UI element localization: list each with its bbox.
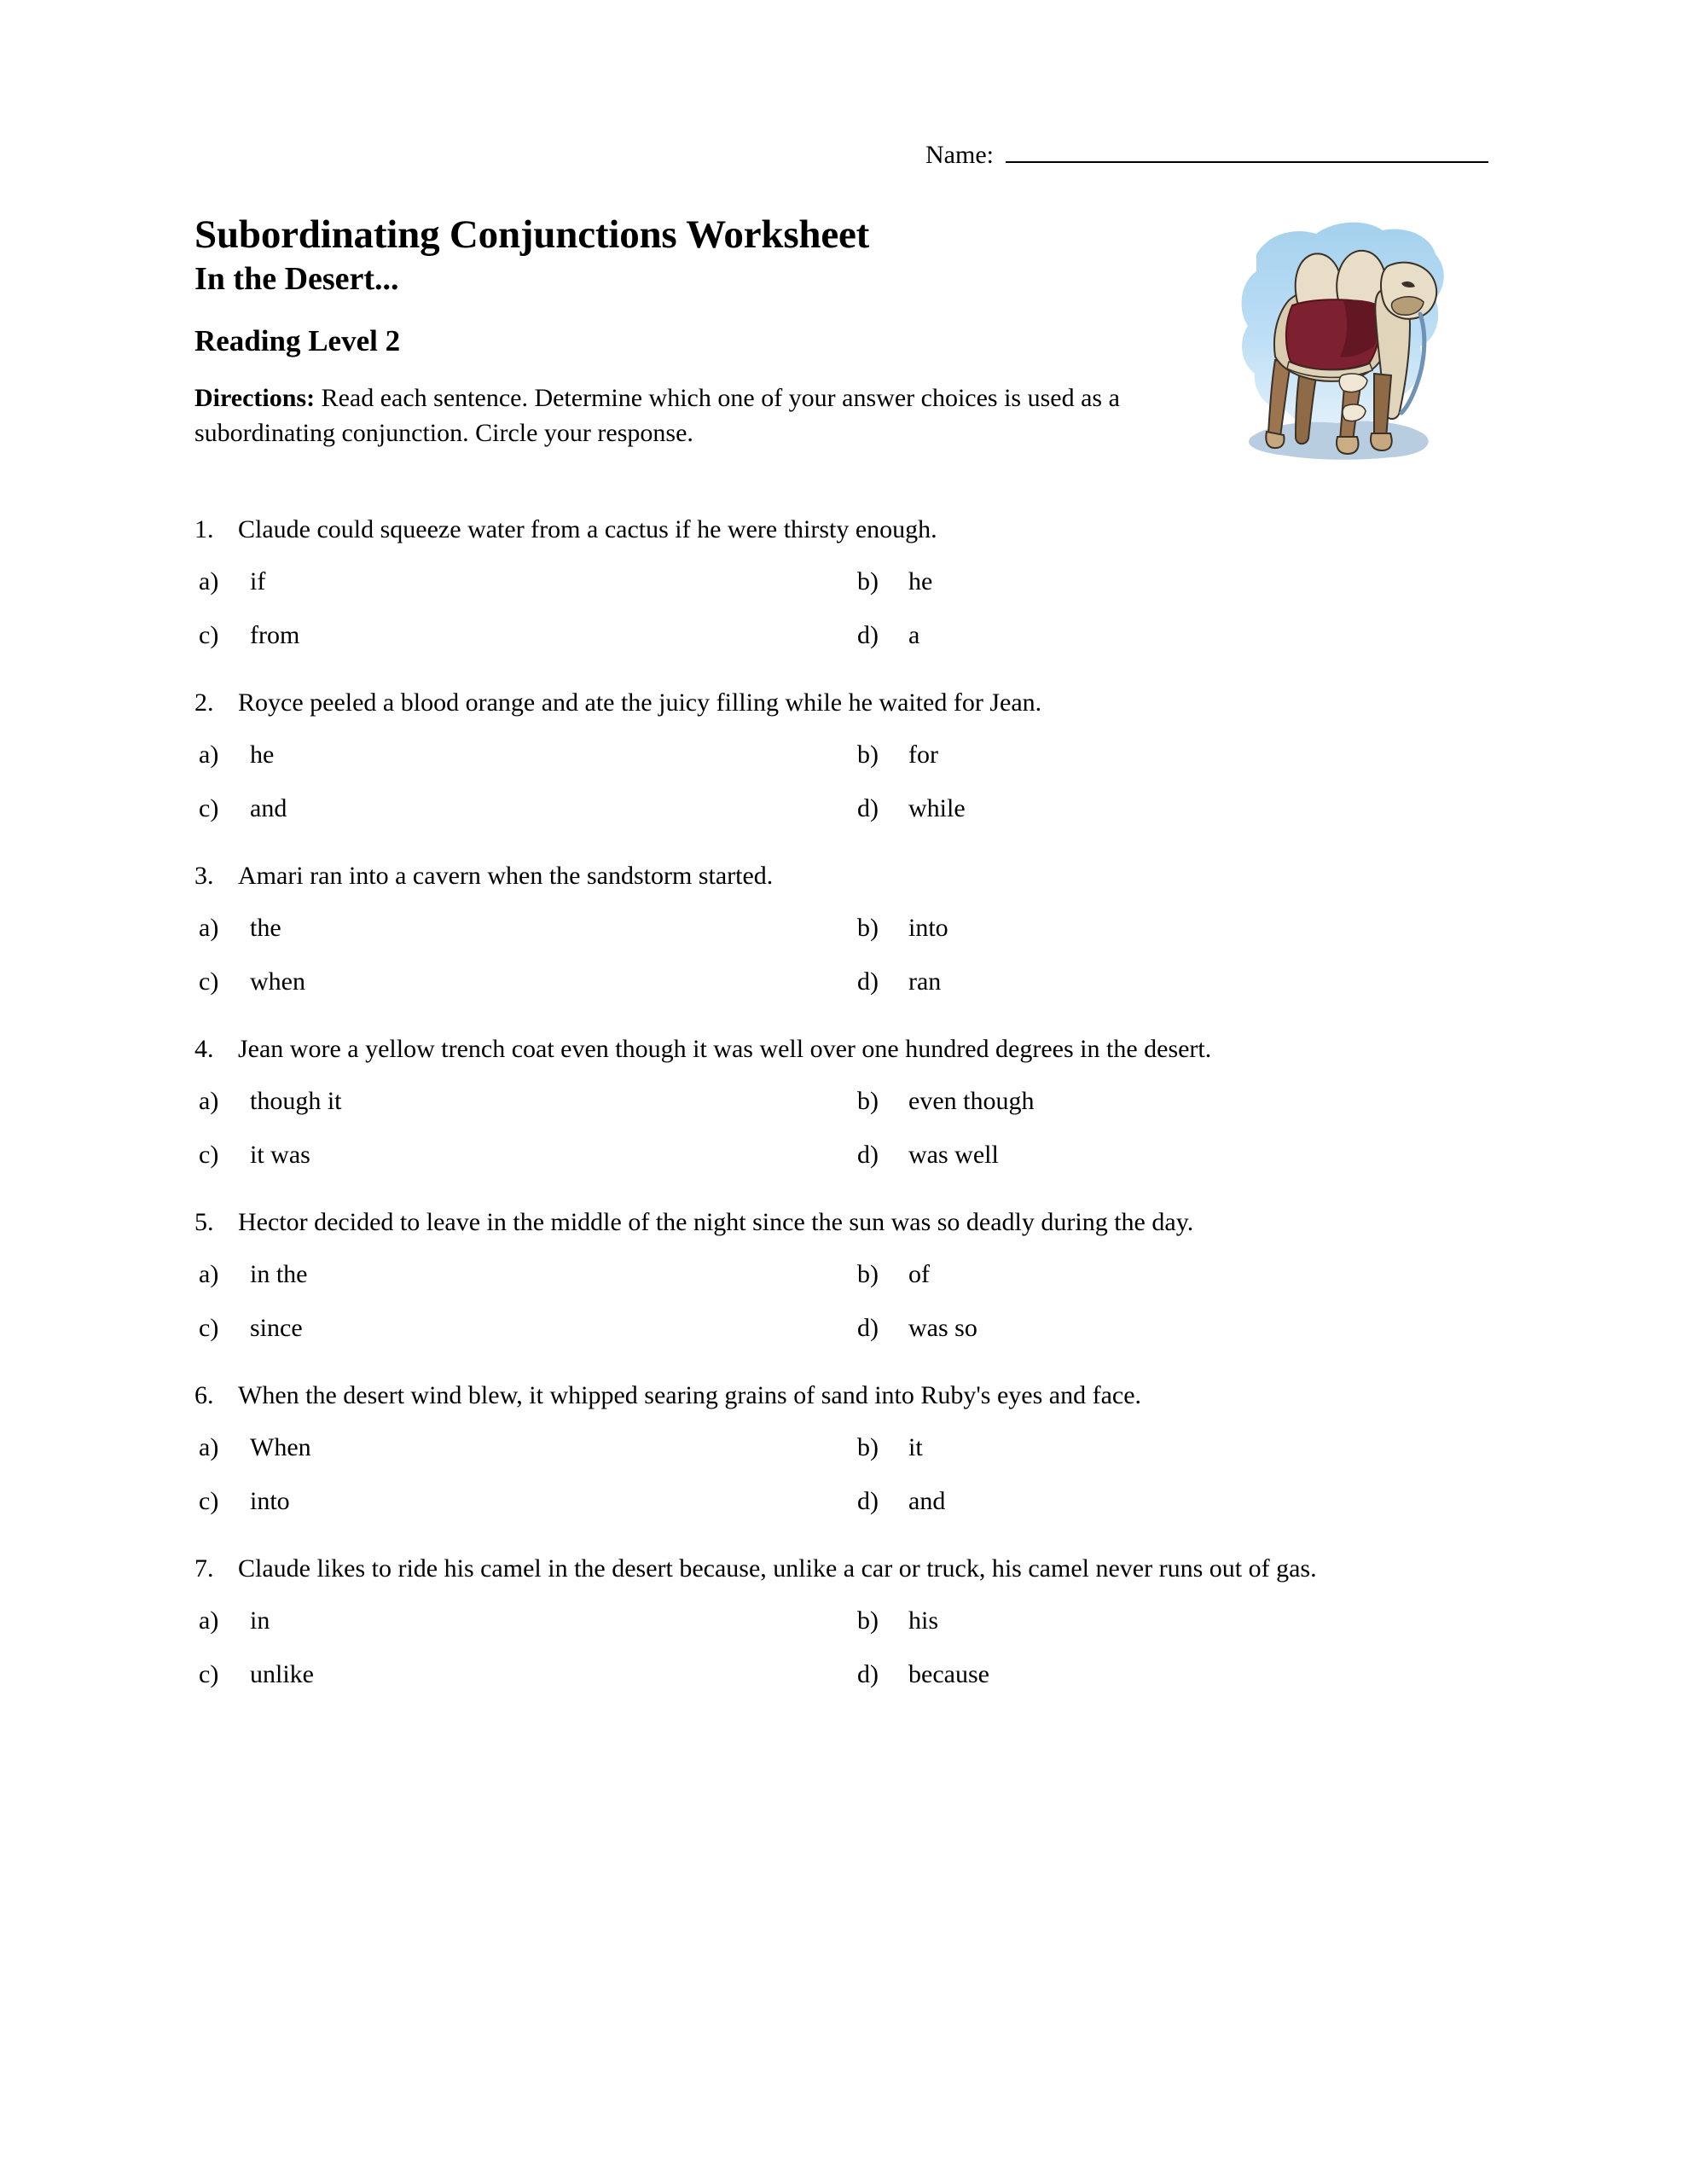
- options-group: [194, 1430, 1491, 1519]
- camel-rear-hoof-far: [1266, 432, 1284, 448]
- question-number: 6.: [194, 1381, 214, 1409]
- option-text: the: [250, 914, 281, 942]
- question-line: [194, 1378, 1491, 1413]
- option-text: since: [250, 1314, 303, 1342]
- options-row: [194, 564, 1491, 599]
- option-text: and: [908, 1487, 946, 1515]
- option-text: when: [250, 967, 305, 996]
- question-block: [194, 685, 1491, 826]
- option-letter: c): [199, 621, 219, 649]
- options-row: [194, 1603, 1491, 1638]
- spacer: [194, 845, 1491, 858]
- question-text: Claude could squeeze water from a cactus if he were thirsty enough.: [238, 515, 937, 543]
- option-letter: d): [857, 1660, 879, 1688]
- spacer: [194, 1364, 1491, 1378]
- options-group: [194, 1257, 1491, 1345]
- option-letter: d): [857, 621, 879, 649]
- question-number: 5.: [194, 1208, 214, 1236]
- option-b[interactable]: [857, 737, 1491, 772]
- option-text: was so: [908, 1314, 977, 1342]
- options-row: [194, 1430, 1491, 1465]
- option-letter: c): [199, 1660, 219, 1688]
- option-text: he: [908, 567, 933, 595]
- option-c[interactable]: [194, 1484, 857, 1519]
- option-text: unlike: [250, 1660, 314, 1688]
- option-letter: d): [857, 967, 879, 996]
- option-c[interactable]: [194, 964, 857, 999]
- option-text: of: [908, 1260, 930, 1288]
- question-number: 4.: [194, 1035, 214, 1063]
- option-letter: b): [857, 567, 879, 595]
- questions-list: [194, 512, 1491, 1711]
- page-subtitle: In the Desert...: [194, 261, 399, 297]
- option-letter: d): [857, 1487, 879, 1515]
- question-block: [194, 1378, 1491, 1519]
- option-text: When: [250, 1433, 311, 1461]
- option-text: from: [250, 621, 300, 649]
- question-block: [194, 1031, 1491, 1172]
- option-a[interactable]: [194, 564, 857, 599]
- option-text: though it: [250, 1087, 342, 1115]
- page-title: Subordinating Conjunctions Worksheet: [194, 212, 870, 257]
- spacer: [194, 671, 1491, 685]
- spacer: [194, 1191, 1491, 1205]
- option-letter: b): [857, 1260, 879, 1288]
- options-group: [194, 1603, 1491, 1692]
- option-b[interactable]: [857, 1603, 1491, 1638]
- option-letter: b): [857, 1606, 879, 1635]
- camel-front-hoof-far: [1371, 433, 1392, 450]
- option-a[interactable]: [194, 1083, 857, 1118]
- options-row: [194, 910, 1491, 945]
- option-b[interactable]: [857, 1257, 1491, 1292]
- option-a[interactable]: [194, 910, 857, 945]
- option-text: it: [908, 1433, 923, 1461]
- option-letter: c): [199, 794, 219, 822]
- question-text: Royce peeled a blood orange and ate the juicy filling while he waited for Jean.: [238, 688, 1042, 717]
- directions-text: Read each sentence. Determine which one of your answer choices is used as a subordinating conjunction. Circle your response.: [194, 384, 1120, 447]
- question-line: [194, 512, 1491, 547]
- option-text: in the: [250, 1260, 308, 1288]
- question-block: [194, 1205, 1491, 1345]
- option-text: into: [250, 1487, 290, 1515]
- option-text: it was: [250, 1141, 310, 1169]
- option-d[interactable]: [857, 1484, 1491, 1519]
- option-letter: d): [857, 1314, 879, 1342]
- question-line: [194, 1551, 1491, 1586]
- question-block: [194, 512, 1491, 653]
- option-letter: a): [199, 914, 219, 942]
- option-letter: a): [199, 741, 219, 769]
- spacer: [194, 1537, 1491, 1551]
- camel-illustration: [1215, 205, 1463, 482]
- option-d[interactable]: [857, 1657, 1491, 1692]
- options-row: [194, 1257, 1491, 1292]
- option-letter: c): [199, 1141, 219, 1169]
- option-text: for: [908, 741, 938, 769]
- options-row: [194, 1657, 1491, 1692]
- options-row: [194, 618, 1491, 653]
- option-text: because: [908, 1660, 989, 1688]
- options-row: [194, 964, 1491, 999]
- option-letter: a): [199, 1606, 219, 1635]
- option-letter: d): [857, 1141, 879, 1169]
- option-letter: b): [857, 1433, 879, 1461]
- worksheet-header: [194, 212, 1201, 450]
- option-text: and: [250, 794, 287, 822]
- options-row: [194, 1083, 1491, 1118]
- directions-paragraph: [194, 380, 1148, 450]
- option-c[interactable]: [194, 1137, 857, 1172]
- option-d[interactable]: [857, 791, 1491, 826]
- spacer: [194, 1018, 1491, 1031]
- option-a[interactable]: [194, 1430, 857, 1465]
- option-text: was well: [908, 1141, 999, 1169]
- options-group: [194, 737, 1491, 826]
- option-b[interactable]: [857, 1430, 1491, 1465]
- option-text: even though: [908, 1087, 1035, 1115]
- question-text: Hector decided to leave in the middle of the night since the sun was so deadly during the day.: [238, 1208, 1194, 1236]
- question-line: [194, 1205, 1491, 1240]
- question-text: Jean wore a yellow trench coat even though it was well over one hundred degrees in the desert.: [238, 1035, 1212, 1063]
- option-a[interactable]: [194, 737, 857, 772]
- reading-level-heading: Reading Level 2: [194, 324, 401, 357]
- question-number: 2.: [194, 688, 214, 717]
- option-letter: a): [199, 1087, 219, 1115]
- options-row: [194, 1484, 1491, 1519]
- option-c[interactable]: [194, 618, 857, 653]
- option-d[interactable]: [857, 1137, 1491, 1172]
- option-b[interactable]: [857, 564, 1491, 599]
- question-block: [194, 858, 1491, 999]
- question-line: [194, 858, 1491, 893]
- option-text: his: [908, 1606, 939, 1635]
- question-number: 3.: [194, 862, 214, 890]
- option-letter: c): [199, 1487, 219, 1515]
- option-d[interactable]: [857, 1310, 1491, 1345]
- option-a[interactable]: [194, 1257, 857, 1292]
- option-a[interactable]: [194, 1603, 857, 1638]
- options-group: [194, 564, 1491, 653]
- option-b[interactable]: [857, 1083, 1491, 1118]
- option-d[interactable]: [857, 964, 1491, 999]
- option-letter: c): [199, 967, 219, 996]
- question-text: When the desert wind blew, it whipped searing grains of sand into Ruby's eyes and face.: [238, 1381, 1142, 1409]
- options-row: [194, 737, 1491, 772]
- option-letter: c): [199, 1314, 219, 1342]
- options-row: [194, 1137, 1491, 1172]
- option-text: while: [908, 794, 966, 822]
- option-letter: d): [857, 794, 879, 822]
- question-number: 1.: [194, 515, 214, 543]
- option-c[interactable]: [194, 1310, 857, 1345]
- question-text: Amari ran into a cavern when the sandstorm started.: [238, 862, 774, 890]
- options-group: [194, 1083, 1491, 1172]
- options-row: [194, 1310, 1491, 1345]
- directions-label: Directions:: [194, 384, 316, 412]
- options-group: [194, 910, 1491, 999]
- option-text: into: [908, 914, 948, 942]
- option-c[interactable]: [194, 791, 857, 826]
- options-row: [194, 791, 1491, 826]
- question-line: [194, 685, 1491, 720]
- option-b[interactable]: [857, 910, 1491, 945]
- name-field-row: [925, 139, 1488, 170]
- question-line: [194, 1031, 1491, 1066]
- option-letter: b): [857, 1087, 879, 1115]
- option-text: if: [250, 567, 266, 595]
- option-letter: b): [857, 914, 879, 942]
- option-d[interactable]: [857, 618, 1491, 653]
- option-letter: a): [199, 567, 219, 595]
- option-c[interactable]: [194, 1657, 857, 1692]
- option-letter: a): [199, 1433, 219, 1461]
- option-letter: a): [199, 1260, 219, 1288]
- question-text: Claude likes to ride his camel in the desert because, unlike a car or truck, his camel never runs out of gas.: [238, 1554, 1317, 1583]
- question-block: [194, 1551, 1491, 1692]
- name-input-line[interactable]: [1006, 139, 1488, 163]
- option-letter: b): [857, 741, 879, 769]
- option-text: in: [250, 1606, 270, 1635]
- camel-front-hoof-near: [1337, 437, 1358, 454]
- name-label: Name:: [925, 141, 994, 169]
- option-text: he: [250, 741, 275, 769]
- option-text: ran: [908, 967, 942, 996]
- question-number: 7.: [194, 1554, 214, 1583]
- option-text: a: [908, 621, 920, 649]
